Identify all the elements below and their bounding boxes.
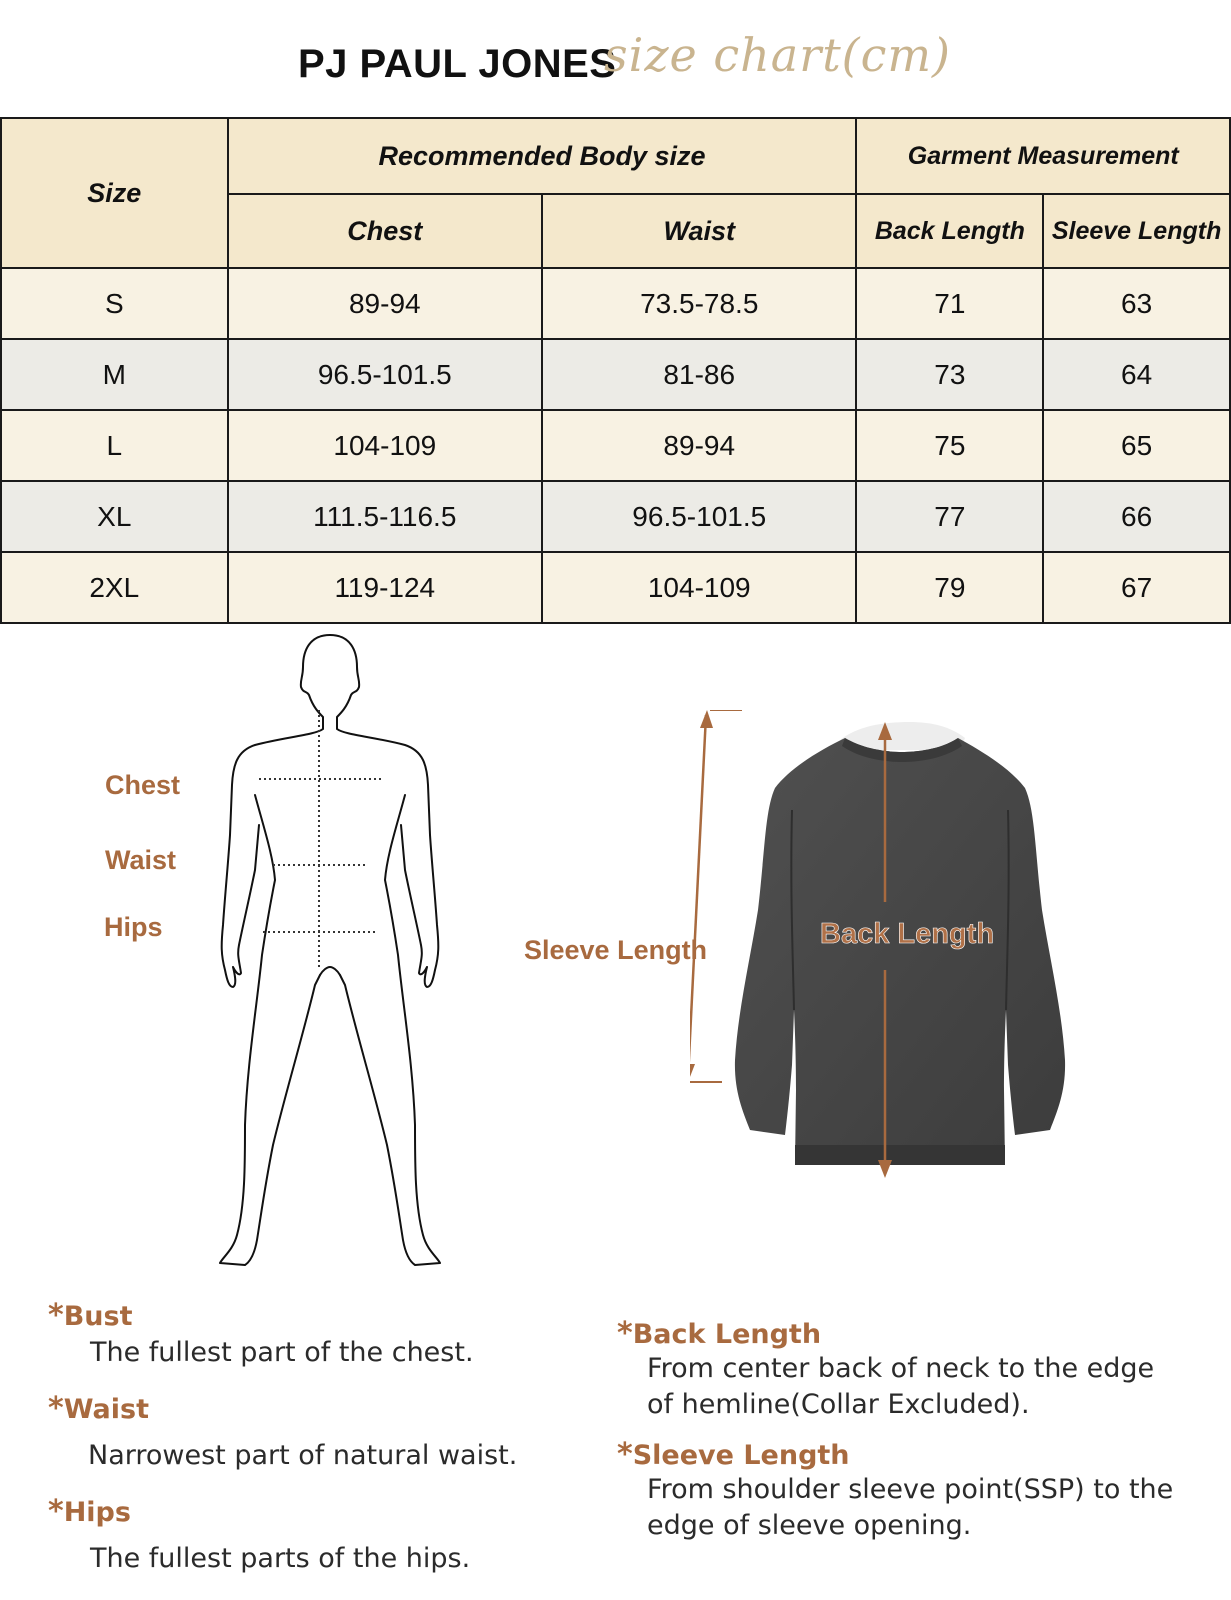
size-chart-table bbox=[0, 117, 1231, 624]
brand-title: PJ PAUL JONES bbox=[298, 42, 617, 86]
garment-measurement-header: Garment Measurement bbox=[856, 118, 1230, 194]
note-text-sleeve-length-line1: From shoulder sleeve point(SSP) to the bbox=[647, 1474, 1174, 1505]
chest-cell: 119-124 bbox=[228, 552, 542, 623]
note-title-hips: *Hips bbox=[48, 1494, 131, 1529]
table-row bbox=[1, 339, 1230, 410]
table-row bbox=[1, 268, 1230, 339]
sleeve-length-cell: 63 bbox=[1043, 268, 1230, 339]
sleeve-length-label: Sleeve Length bbox=[524, 935, 708, 965]
chest-cell: 104-109 bbox=[228, 410, 542, 481]
size-cell: XL bbox=[1, 481, 228, 552]
sleeve-length-column-header: Sleeve Length bbox=[1043, 194, 1230, 268]
waist-cell: 73.5-78.5 bbox=[542, 268, 856, 339]
back-length-cell: 71 bbox=[856, 268, 1043, 339]
chest-label: Chest bbox=[105, 770, 181, 800]
title-bar bbox=[0, 20, 1231, 115]
waist-cell: 104-109 bbox=[542, 552, 856, 623]
garment-measurement-notes bbox=[617, 1316, 1217, 1544]
waist-column-header: Waist bbox=[542, 194, 856, 268]
table-row bbox=[1, 410, 1230, 481]
note-text-back-length-line1: From center back of neck to the edge bbox=[647, 1353, 1155, 1384]
waist-cell: 96.5-101.5 bbox=[542, 481, 856, 552]
back-length-cell: 77 bbox=[856, 481, 1043, 552]
chest-cell: 96.5-101.5 bbox=[228, 339, 542, 410]
size-column-header: Size bbox=[1, 118, 228, 268]
note-text-waist: Narrowest part of natural waist. bbox=[88, 1440, 518, 1471]
note-title-back-length: *Back Length bbox=[617, 1316, 822, 1351]
note-text-sleeve-length-line2: edge of sleeve opening. bbox=[647, 1510, 972, 1541]
recommended-body-size-header: Recommended Body size bbox=[228, 118, 857, 194]
note-text-back-length-line2: of hemline(Collar Excluded). bbox=[647, 1389, 1030, 1420]
back-length-cell: 79 bbox=[856, 552, 1043, 623]
chest-cell: 111.5-116.5 bbox=[228, 481, 542, 552]
size-cell: L bbox=[1, 410, 228, 481]
human-body-outline-icon bbox=[215, 625, 445, 1295]
sleeve-length-cell: 67 bbox=[1043, 552, 1230, 623]
table-header-row-1 bbox=[1, 118, 1230, 194]
back-length-cell: 73 bbox=[856, 339, 1043, 410]
waist-label: Waist bbox=[105, 845, 177, 875]
note-text-hips: The fullest parts of the hips. bbox=[90, 1543, 471, 1574]
hips-label: Hips bbox=[104, 912, 163, 942]
body-measurement-notes bbox=[48, 1298, 608, 1577]
waist-cell: 89-94 bbox=[542, 410, 856, 481]
note-title-waist: *Waist bbox=[48, 1391, 149, 1426]
sleeve-length-cell: 65 bbox=[1043, 410, 1230, 481]
note-title-bust: *Bust bbox=[48, 1298, 133, 1333]
back-length-label: Back Length bbox=[820, 918, 995, 950]
size-cell: S bbox=[1, 268, 228, 339]
chest-cell: 89-94 bbox=[228, 268, 542, 339]
waist-cell: 81-86 bbox=[542, 339, 856, 410]
size-chart-script-title: size chart(cm) bbox=[604, 28, 951, 82]
note-title-sleeve-length: *Sleeve Length bbox=[617, 1437, 850, 1472]
size-cell: 2XL bbox=[1, 552, 228, 623]
back-length-column-header: Back Length bbox=[856, 194, 1043, 268]
table-row bbox=[1, 481, 1230, 552]
chest-column-header: Chest bbox=[228, 194, 542, 268]
sleeve-length-cell: 66 bbox=[1043, 481, 1230, 552]
note-text-bust: The fullest part of the chest. bbox=[90, 1337, 474, 1368]
size-cell: M bbox=[1, 339, 228, 410]
table-row bbox=[1, 552, 1230, 623]
sleeve-length-cell: 64 bbox=[1043, 339, 1230, 410]
measurement-illustrations bbox=[0, 625, 1231, 1285]
back-length-cell: 75 bbox=[856, 410, 1043, 481]
